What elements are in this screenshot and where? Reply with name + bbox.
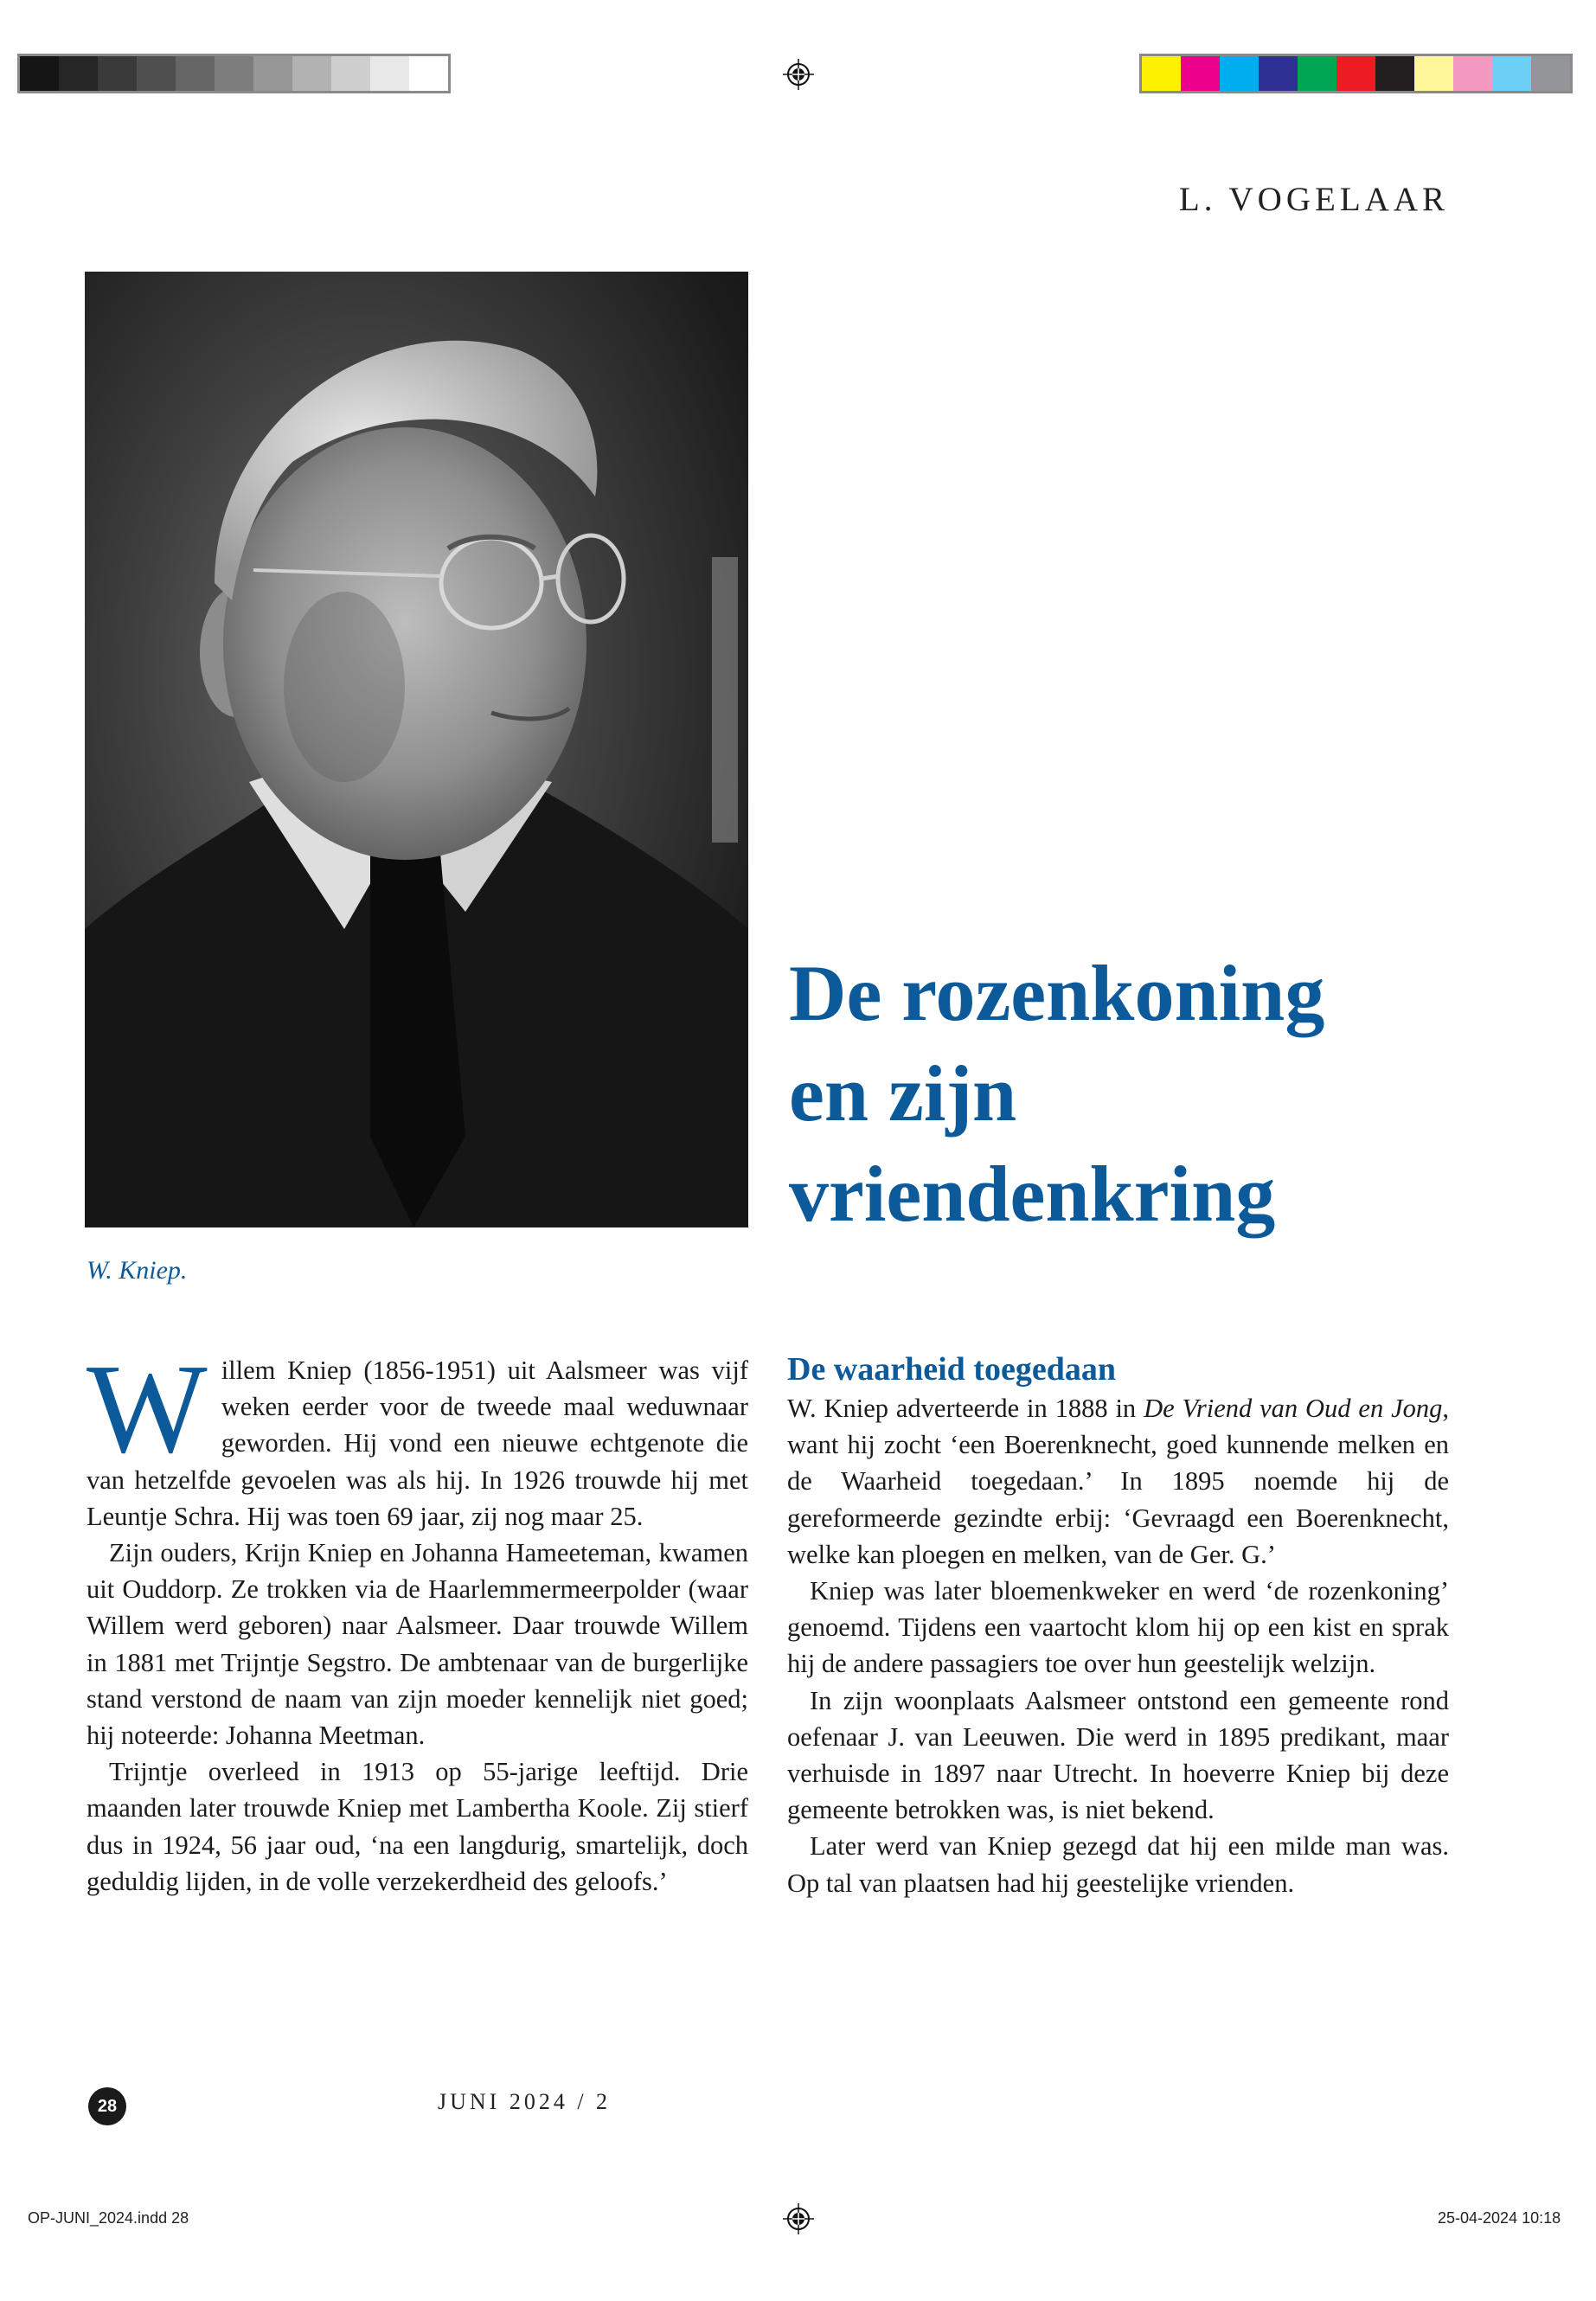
photo-caption: W. Kniep. [87, 1256, 188, 1285]
article-title [789, 943, 1533, 1244]
calibration-swatch [1453, 56, 1492, 91]
calibration-swatch [1375, 56, 1414, 91]
calibration-swatch [331, 56, 370, 91]
calibration-swatch [292, 56, 331, 91]
page-number-badge: 28 [88, 2087, 126, 2125]
calibration-swatch [1298, 56, 1336, 91]
file-slug: OP-JUNI_2024.indd 28 [28, 2209, 189, 2227]
date-slug: 25-04-2024 10:18 [1438, 2209, 1561, 2227]
body-paragraph: In zijn woonplaats Aalsmeer ontstond een gemeente rond oefenaar J. van Leeuwen. Die werd in 1895 predikant, maar verhuisde in 1897 naar Utrecht. In hoeverre Kniep bij deze gemeente betrokken was, is niet bekend. [787, 1685, 1449, 1825]
calibration-swatch [59, 56, 98, 91]
body-paragraph: W. Kniep adverteerde in 1888 in De Vriend van Oud en Jong, want hij zocht ‘een Boerenknecht, goed kunnende melken en de Waarheid toegedaan.’ In 1895 noemde hij de gereformeerde gezindte erbij: ‘Gevraagd een Boerenknecht, welke kan ploegen en melken, van de Ger. G.’ [787, 1394, 1449, 1569]
issue-label: JUNI 2024 / 2 [438, 2089, 612, 2114]
calibration-swatch [215, 56, 253, 91]
calibration-swatch [1259, 56, 1298, 91]
body-paragraph: Zijn ouders, Krijn Kniep en Johanna Hameeteman, kwamen uit Ouddorp. Ze trokken via de Haarlemmermeerpolder (waar Willem werd geboren) naar Aalsmeer. Daar trouwde Willem in 1881 met Trijntje Segstro. De ambtenaar van de burgerlijke stand verstond de naam van zijn moeder kennelijk niet goed; hij noteerde: Johanna Meetman. [87, 1538, 748, 1751]
title-line: De rozenkoning [789, 949, 1325, 1037]
calibration-swatch [1142, 56, 1181, 91]
author-name: L. VOGELAAR [1178, 181, 1449, 218]
registration-mark-icon [783, 2203, 814, 2234]
calibration-swatch [98, 56, 137, 91]
article-column-left [87, 1338, 748, 1900]
calibration-swatch [20, 56, 59, 91]
body-paragraph: Kniep was later bloemenkweker en werd ‘de rozenkoning’ genoemd. Tijdens een vaartocht klom hij op een kist en sprak hij de andere passagiers toe over hun geestelijk welzijn. [787, 1576, 1449, 1679]
portrait-photo [85, 272, 748, 1227]
calibration-swatch [253, 56, 292, 91]
body-paragraph: Willem Kniep (1856-1951) uit Aalsmeer was vijf weken eerder voor de tweede maal weduwnaar geworden. Hij vond een nieuwe echtgenote die van hetzelfde gevoelen was als hij. In 1926 trouwde hij met Leuntje Schra. Hij was toen 69 jaar, zij nog maar 25. [87, 1338, 748, 1531]
calibration-swatch [176, 56, 215, 91]
portrait-illustration [85, 272, 748, 1227]
color-calibration-bar [1139, 54, 1573, 93]
calibration-swatch [1414, 56, 1453, 91]
calibration-swatch [1181, 56, 1220, 91]
calibration-swatch [1531, 56, 1570, 91]
article-column-right [787, 1350, 1449, 1901]
calibration-swatch [409, 56, 448, 91]
title-line: en zijn [789, 1049, 1017, 1138]
body-paragraph: Trijntje overleed in 1913 op 55-jarige leeftijd. Drie maanden later trouwde Kniep met Lambertha Koole. Zij stierf dus in 1924, 56 jaar oud, ‘na een langdurig, smartelijk, doch geduldig lijden, in de volle verzekerdheid des geloofs.’ [87, 1757, 748, 1896]
grayscale-calibration-bar [17, 54, 451, 93]
publication-title: De Vriend van Oud en Jong [1144, 1394, 1443, 1423]
title-line: vriendenkring [789, 1150, 1276, 1238]
section-heading: De waarheid toegedaan [787, 1351, 1116, 1388]
drop-cap: W [87, 1338, 208, 1480]
calibration-swatch [1336, 56, 1375, 91]
calibration-swatch [137, 56, 176, 91]
body-paragraph: Later werd van Kniep gezegd dat hij een milde man was. Op tal van plaatsen had hij geestelijke vrienden. [787, 1831, 1449, 1898]
calibration-swatch [370, 56, 409, 91]
calibration-swatch [1220, 56, 1259, 91]
registration-mark-icon [783, 59, 814, 90]
calibration-swatch [1492, 56, 1531, 91]
